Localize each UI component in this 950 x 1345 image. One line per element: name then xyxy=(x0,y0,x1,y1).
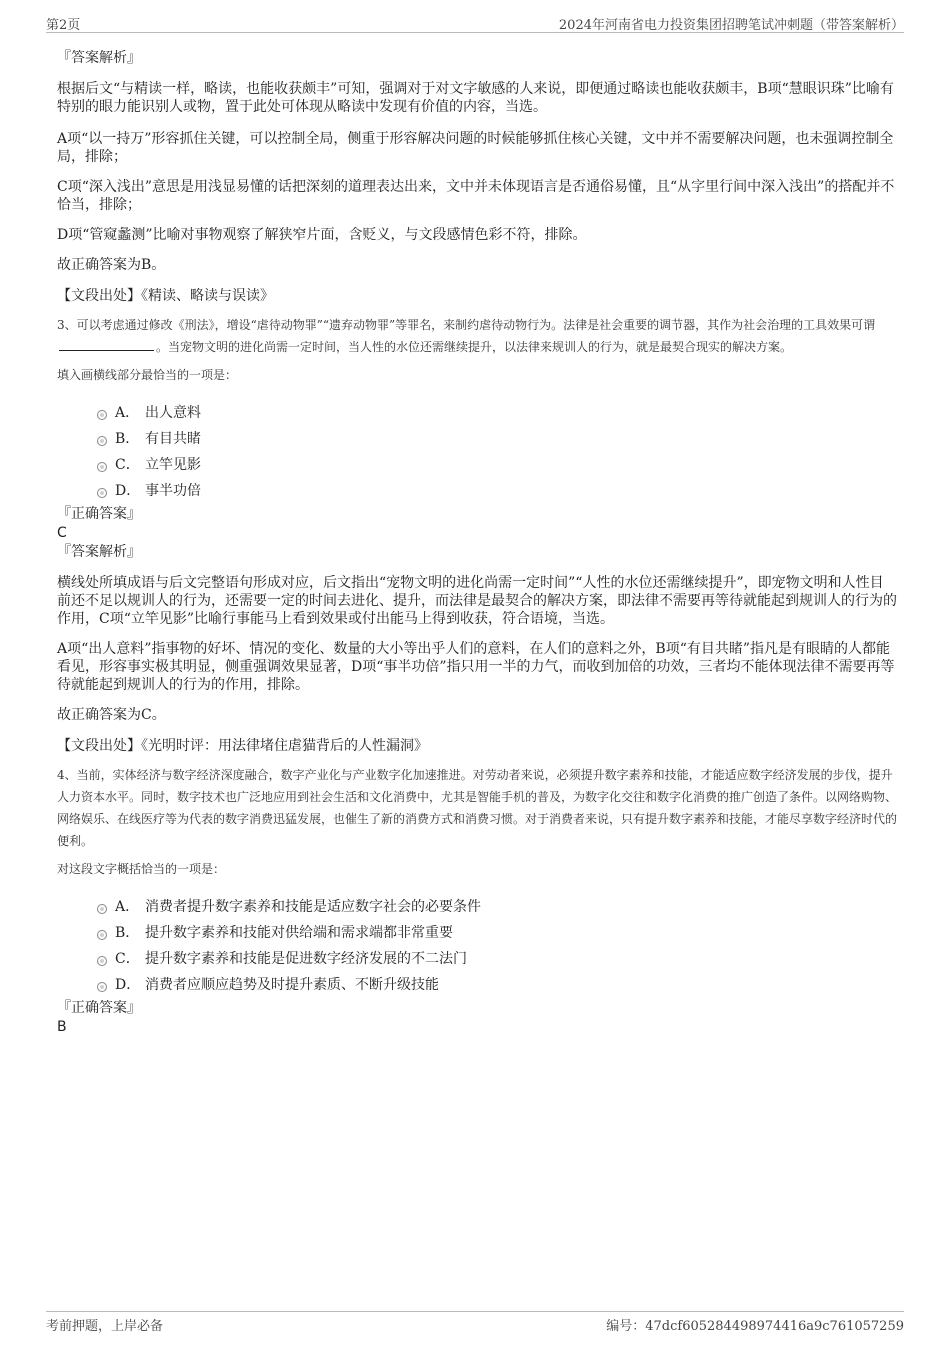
option-b[interactable]: B． 有目共睹 xyxy=(57,426,897,452)
correct-answer-label: 『正确答案』 xyxy=(57,1000,141,1016)
page-footer xyxy=(46,1311,904,1334)
footer-slogan: 考前押题，上岸必备 xyxy=(46,1319,164,1334)
radio-button[interactable] xyxy=(97,410,107,420)
document-id: 编号：47dcf605284498974416a9c761057259 xyxy=(606,1319,904,1334)
question-prompt: 对这段文字概括恰当的一项是： xyxy=(57,862,226,876)
option-a[interactable]: A． 消费者提升数字素养和技能是适应数字社会的必要条件 xyxy=(57,894,897,920)
analysis-paragraph: A项“以一持万”形容抓住关键，可以控制全局，侧重于形容解决问题的时候能够抓住核心关键，文中并不需要解决问题，也未强调控制全局，排除； xyxy=(57,131,894,165)
analysis-paragraph: D项“管窥蠡测”比喻对事物观察了解狭窄片面，含贬义，与文段感情色彩不符，排除。 xyxy=(57,227,587,243)
analysis-label: 『答案解析』 xyxy=(57,50,141,66)
analysis-paragraph: 横线处所填成语与后文完整语句形成对应，后文指出“宠物文明的进化尚需一定时间”“人性的水位还需继续提升”，即宠物文明和人性目前还不足以规训人的行为，还需要一定的时间去进化、提升，而法律是最契合的解决方案，即法律不需要再等待就能起到规训人的行为的作用，C项“立竿见影”比喻行事能马上看到效果或付出能马上得到收获，符合语境，当选。 xyxy=(57,575,897,627)
radio-button[interactable] xyxy=(97,436,107,446)
option-d[interactable]: D． 消费者应顺应趋势及时提升素质、不断升级技能 xyxy=(57,972,897,998)
option-list xyxy=(57,894,897,998)
radio-button[interactable] xyxy=(97,904,107,914)
page-content xyxy=(57,48,897,1036)
analysis-label: 『答案解析』 xyxy=(57,544,141,560)
option-list xyxy=(57,400,897,504)
radio-button[interactable] xyxy=(97,930,107,940)
page-number: 第2页 xyxy=(46,18,81,33)
option-a[interactable]: A． 出人意料 xyxy=(57,400,897,426)
radio-button[interactable] xyxy=(97,982,107,992)
analysis-paragraph: 根据后文“与精读一样，略读，也能收获颇丰”可知，强调对于对文字敏感的人来说，即便通过略读也能收获颇丰，B项“慧眼识珠”比喻有特别的眼力能识别人或物，置于此处可体现从略读中发现有价值的内容，当选。 xyxy=(57,81,894,115)
analysis-paragraph: C项“深入浅出”意思是用浅显易懂的话把深刻的道理表达出来，文中并未体现语言是否通俗易懂，且“从字里行间中深入浅出”的搭配并不恰当，排除； xyxy=(57,179,895,213)
question-stem: 4、当前，实体经济与数字经济深度融合，数字产业化与产业数字化加速推进。对劳动者来说，必须提升数字素养和技能，才能适应数字经济发展的步伐，提升人力资本水平。同时，数字技术也广泛地应用到社会生活和文化消费中，尤其是智能手机的普及，为数字化交往和数字化消费的推广创造了条件。以网络购物、网络娱乐、在线医疗等为代表的数字消费迅猛发展，也催生了新的消费方式和消费习惯。对于消费者来说，只有提升数字素养和技能，才能尽享数字经济时代的便利。 xyxy=(57,768,898,848)
option-c[interactable]: C． 立竿见影 xyxy=(57,452,897,478)
radio-button[interactable] xyxy=(97,488,107,498)
analysis-paragraph: A项“出人意料”指事物的好坏、情况的变化、数量的大小等出乎人们的意料，在人们的意料之外，B项“有目共睹”指凡是有眼睛的人都能看见，形容事实极其明显，侧重强调效果显著，D项“事半功倍”指只用一半的力气，而收到加倍的功效，三者均不能体现法律不需要再等待就能起到规训人的行为的作用，排除。 xyxy=(57,641,895,693)
page-header xyxy=(46,14,904,33)
radio-button[interactable] xyxy=(97,462,107,472)
question-prompt: 填入画横线部分最恰当的一项是： xyxy=(57,368,238,382)
correct-answer: B xyxy=(57,1019,67,1035)
answer-blank xyxy=(59,338,154,351)
option-d[interactable]: D． 事半功倍 xyxy=(57,478,897,504)
analysis-paragraph: 故正确答案为C。 xyxy=(57,707,166,723)
passage-source: 【文段出处】《精读、略读与误读》 xyxy=(57,288,274,304)
passage-source: 【文段出处】《光明时评：用法律堵住虐猫背后的人性漏洞》 xyxy=(57,738,428,754)
option-b[interactable]: B． 提升数字素养和技能对供给端和需求端都非常重要 xyxy=(57,920,897,946)
correct-answer: C xyxy=(57,525,67,541)
option-c[interactable]: C． 提升数字素养和技能是促进数字经济发展的不二法门 xyxy=(57,946,897,972)
question-stem: 3、可以考虑通过修改《刑法》，增设“虐待动物罪”“遗弃动物罪”等罪名，来制约虐待动物行为。法律是社会重要的调节器，其作为社会治理的工具效果可谓。当宠物文明的进化尚需一定时间，当人性的水位还需继续提升，以法律来规训人的行为，就是最契合现实的解决方案。 xyxy=(57,318,876,354)
correct-answer-label: 『正确答案』 xyxy=(57,506,141,522)
radio-button[interactable] xyxy=(97,956,107,966)
document-title: 2024年河南省电力投资集团招聘笔试冲刺题（带答案解析） xyxy=(558,18,904,33)
analysis-paragraph: 故正确答案为B。 xyxy=(57,257,166,273)
